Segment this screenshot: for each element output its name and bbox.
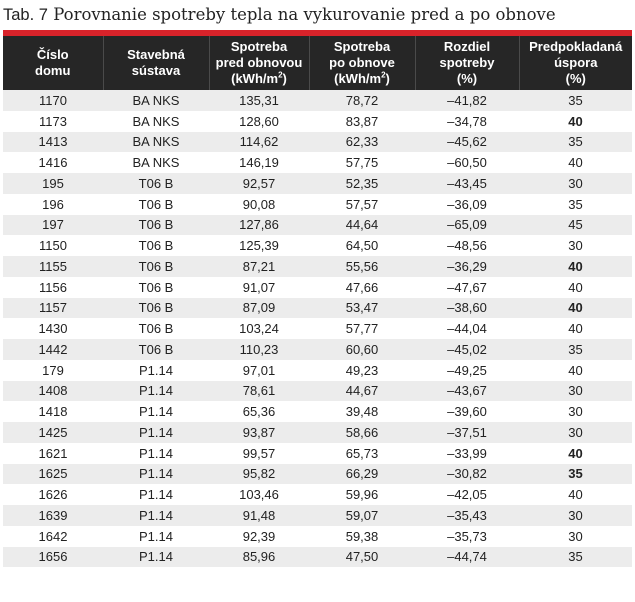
house-number-cell: 1156 bbox=[3, 277, 103, 298]
consumption-before-cell: 135,31 bbox=[209, 90, 309, 111]
difference-cell: –60,50 bbox=[415, 152, 519, 173]
consumption-before-cell: 127,86 bbox=[209, 215, 309, 236]
consumption-before-cell: 103,46 bbox=[209, 484, 309, 505]
expected-saving-cell: 40 bbox=[519, 256, 632, 277]
consumption-after-cell: 49,23 bbox=[309, 360, 415, 381]
consumption-after-cell: 78,72 bbox=[309, 90, 415, 111]
building-system-cell: BA NKS bbox=[103, 90, 209, 111]
consumption-after-cell: 39,48 bbox=[309, 401, 415, 422]
consumption-before-cell: 97,01 bbox=[209, 360, 309, 381]
consumption-before-cell: 91,07 bbox=[209, 277, 309, 298]
table-row bbox=[3, 422, 632, 443]
consumption-before-cell: 65,36 bbox=[209, 401, 309, 422]
difference-cell: –35,73 bbox=[415, 526, 519, 547]
table-caption bbox=[3, 2, 556, 28]
expected-saving-cell: 35 bbox=[519, 547, 632, 568]
building-system-cell: T06 B bbox=[103, 215, 209, 236]
consumption-before-cell: 87,21 bbox=[209, 256, 309, 277]
consumption-before-cell: 93,87 bbox=[209, 422, 309, 443]
consumption-before-cell: 128,60 bbox=[209, 111, 309, 132]
table-row bbox=[3, 526, 632, 547]
difference-cell: –42,05 bbox=[415, 484, 519, 505]
expected-saving-cell: 40 bbox=[519, 298, 632, 319]
house-number-cell: 1656 bbox=[3, 547, 103, 568]
house-number-cell: 195 bbox=[3, 173, 103, 194]
consumption-after-cell: 47,66 bbox=[309, 277, 415, 298]
table-row bbox=[3, 505, 632, 526]
consumption-after-cell: 59,07 bbox=[309, 505, 415, 526]
table-label: Tab. 7 bbox=[3, 6, 48, 24]
difference-cell: –45,62 bbox=[415, 132, 519, 153]
house-number-cell: 1150 bbox=[3, 235, 103, 256]
table-row bbox=[3, 194, 632, 215]
consumption-after-cell: 44,67 bbox=[309, 381, 415, 402]
building-system-cell: BA NKS bbox=[103, 111, 209, 132]
table-row bbox=[3, 401, 632, 422]
table-row bbox=[3, 256, 632, 277]
table-row bbox=[3, 318, 632, 339]
building-system-cell: T06 B bbox=[103, 277, 209, 298]
consumption-before-cell: 125,39 bbox=[209, 235, 309, 256]
consumption-before-cell: 95,82 bbox=[209, 464, 309, 485]
table-row bbox=[3, 152, 632, 173]
consumption-before-cell: 91,48 bbox=[209, 505, 309, 526]
consumption-after-cell: 52,35 bbox=[309, 173, 415, 194]
table-row bbox=[3, 235, 632, 256]
difference-cell: –44,74 bbox=[415, 547, 519, 568]
expected-saving-cell: 30 bbox=[519, 173, 632, 194]
building-system-cell: BA NKS bbox=[103, 132, 209, 153]
consumption-after-cell: 44,64 bbox=[309, 215, 415, 236]
building-system-cell: P1.14 bbox=[103, 443, 209, 464]
consumption-after-cell: 53,47 bbox=[309, 298, 415, 319]
building-system-cell: P1.14 bbox=[103, 401, 209, 422]
building-system-cell: T06 B bbox=[103, 235, 209, 256]
building-system-cell: BA NKS bbox=[103, 152, 209, 173]
building-system-cell: T06 B bbox=[103, 194, 209, 215]
header-consumption-difference: Rozdiel spotreby (%) bbox=[415, 36, 519, 90]
table-header-row bbox=[3, 36, 632, 90]
house-number-cell: 1155 bbox=[3, 256, 103, 277]
table-row bbox=[3, 215, 632, 236]
difference-cell: –44,04 bbox=[415, 318, 519, 339]
expected-saving-cell: 40 bbox=[519, 443, 632, 464]
difference-cell: –35,43 bbox=[415, 505, 519, 526]
difference-cell: –36,29 bbox=[415, 256, 519, 277]
building-system-cell: P1.14 bbox=[103, 422, 209, 443]
difference-cell: –48,56 bbox=[415, 235, 519, 256]
consumption-after-cell: 66,29 bbox=[309, 464, 415, 485]
expected-saving-cell: 40 bbox=[519, 111, 632, 132]
consumption-before-cell: 92,39 bbox=[209, 526, 309, 547]
table-row bbox=[3, 90, 632, 111]
table-row bbox=[3, 173, 632, 194]
consumption-before-cell: 103,24 bbox=[209, 318, 309, 339]
difference-cell: –49,25 bbox=[415, 360, 519, 381]
table-row bbox=[3, 111, 632, 132]
table-body bbox=[3, 90, 632, 567]
difference-cell: –36,09 bbox=[415, 194, 519, 215]
difference-cell: –33,99 bbox=[415, 443, 519, 464]
building-system-cell: P1.14 bbox=[103, 360, 209, 381]
consumption-after-cell: 64,50 bbox=[309, 235, 415, 256]
consumption-after-cell: 58,66 bbox=[309, 422, 415, 443]
consumption-after-cell: 59,96 bbox=[309, 484, 415, 505]
table-row bbox=[3, 360, 632, 381]
expected-saving-cell: 30 bbox=[519, 422, 632, 443]
consumption-after-cell: 57,75 bbox=[309, 152, 415, 173]
difference-cell: –34,78 bbox=[415, 111, 519, 132]
header-consumption-after: Spotreba po obnove $(kWh/m^2)$ bbox=[309, 36, 415, 90]
building-system-cell: P1.14 bbox=[103, 381, 209, 402]
header-consumption-before: Spotreba pred obnovou $(kWh/m^2)$ bbox=[209, 36, 309, 90]
expected-saving-cell: 40 bbox=[519, 152, 632, 173]
expected-saving-cell: 30 bbox=[519, 505, 632, 526]
house-number-cell: 196 bbox=[3, 194, 103, 215]
table-row bbox=[3, 277, 632, 298]
consumption-before-cell: 99,57 bbox=[209, 443, 309, 464]
house-number-cell: 1416 bbox=[3, 152, 103, 173]
table-row bbox=[3, 443, 632, 464]
table-row bbox=[3, 381, 632, 402]
house-number-cell: 179 bbox=[3, 360, 103, 381]
heat-consumption-table bbox=[3, 36, 632, 567]
building-system-cell: P1.14 bbox=[103, 547, 209, 568]
consumption-before-cell: 90,08 bbox=[209, 194, 309, 215]
building-system-cell: T06 B bbox=[103, 256, 209, 277]
expected-saving-cell: 30 bbox=[519, 526, 632, 547]
consumption-after-cell: 47,50 bbox=[309, 547, 415, 568]
expected-saving-cell: 40 bbox=[519, 484, 632, 505]
difference-cell: –45,02 bbox=[415, 339, 519, 360]
difference-cell: –47,67 bbox=[415, 277, 519, 298]
consumption-after-cell: 57,57 bbox=[309, 194, 415, 215]
header-expected-saving: Predpokladaná úspora (%) bbox=[519, 36, 632, 90]
consumption-before-cell: 87,09 bbox=[209, 298, 309, 319]
expected-saving-cell: 30 bbox=[519, 235, 632, 256]
expected-saving-cell: 35 bbox=[519, 339, 632, 360]
building-system-cell: T06 B bbox=[103, 318, 209, 339]
header-building-system: Stavebná sústava bbox=[103, 36, 209, 90]
consumption-after-cell: 59,38 bbox=[309, 526, 415, 547]
house-number-cell: 1418 bbox=[3, 401, 103, 422]
difference-cell: –43,45 bbox=[415, 173, 519, 194]
house-number-cell: 1157 bbox=[3, 298, 103, 319]
consumption-after-cell: 65,73 bbox=[309, 443, 415, 464]
house-number-cell: 1170 bbox=[3, 90, 103, 111]
difference-cell: –41,82 bbox=[415, 90, 519, 111]
house-number-cell: 197 bbox=[3, 215, 103, 236]
expected-saving-cell: 30 bbox=[519, 401, 632, 422]
consumption-after-cell: 60,60 bbox=[309, 339, 415, 360]
difference-cell: –30,82 bbox=[415, 464, 519, 485]
house-number-cell: 1413 bbox=[3, 132, 103, 153]
house-number-cell: 1625 bbox=[3, 464, 103, 485]
building-system-cell: P1.14 bbox=[103, 464, 209, 485]
expected-saving-cell: 35 bbox=[519, 194, 632, 215]
house-number-cell: 1626 bbox=[3, 484, 103, 505]
table-row bbox=[3, 298, 632, 319]
expected-saving-cell: 35 bbox=[519, 132, 632, 153]
house-number-cell: 1639 bbox=[3, 505, 103, 526]
consumption-after-cell: 55,56 bbox=[309, 256, 415, 277]
table-row bbox=[3, 484, 632, 505]
expected-saving-cell: 40 bbox=[519, 277, 632, 298]
house-number-cell: 1408 bbox=[3, 381, 103, 402]
expected-saving-cell: 45 bbox=[519, 215, 632, 236]
house-number-cell: 1430 bbox=[3, 318, 103, 339]
table-title: Porovnanie spotreby tepla na vykurovanie pred a po obnove bbox=[53, 5, 556, 24]
expected-saving-cell: 40 bbox=[519, 318, 632, 339]
consumption-before-cell: 114,62 bbox=[209, 132, 309, 153]
expected-saving-cell: 35 bbox=[519, 90, 632, 111]
difference-cell: –38,60 bbox=[415, 298, 519, 319]
expected-saving-cell: 30 bbox=[519, 381, 632, 402]
difference-cell: –39,60 bbox=[415, 401, 519, 422]
difference-cell: –65,09 bbox=[415, 215, 519, 236]
building-system-cell: P1.14 bbox=[103, 526, 209, 547]
consumption-after-cell: 62,33 bbox=[309, 132, 415, 153]
expected-saving-cell: 40 bbox=[519, 360, 632, 381]
table-row bbox=[3, 464, 632, 485]
consumption-before-cell: 146,19 bbox=[209, 152, 309, 173]
consumption-before-cell: 110,23 bbox=[209, 339, 309, 360]
consumption-before-cell: 85,96 bbox=[209, 547, 309, 568]
consumption-before-cell: 92,57 bbox=[209, 173, 309, 194]
house-number-cell: 1425 bbox=[3, 422, 103, 443]
building-system-cell: P1.14 bbox=[103, 505, 209, 526]
header-house-number: Číslo domu bbox=[3, 36, 103, 90]
consumption-after-cell: 83,87 bbox=[309, 111, 415, 132]
building-system-cell: T06 B bbox=[103, 298, 209, 319]
building-system-cell: T06 B bbox=[103, 173, 209, 194]
house-number-cell: 1642 bbox=[3, 526, 103, 547]
table-row bbox=[3, 132, 632, 153]
table-row bbox=[3, 547, 632, 568]
difference-cell: –43,67 bbox=[415, 381, 519, 402]
building-system-cell: T06 B bbox=[103, 339, 209, 360]
house-number-cell: 1442 bbox=[3, 339, 103, 360]
house-number-cell: 1173 bbox=[3, 111, 103, 132]
house-number-cell: 1621 bbox=[3, 443, 103, 464]
consumption-after-cell: 57,77 bbox=[309, 318, 415, 339]
difference-cell: –37,51 bbox=[415, 422, 519, 443]
building-system-cell: P1.14 bbox=[103, 484, 209, 505]
table-row bbox=[3, 339, 632, 360]
expected-saving-cell: 35 bbox=[519, 464, 632, 485]
consumption-before-cell: 78,61 bbox=[209, 381, 309, 402]
